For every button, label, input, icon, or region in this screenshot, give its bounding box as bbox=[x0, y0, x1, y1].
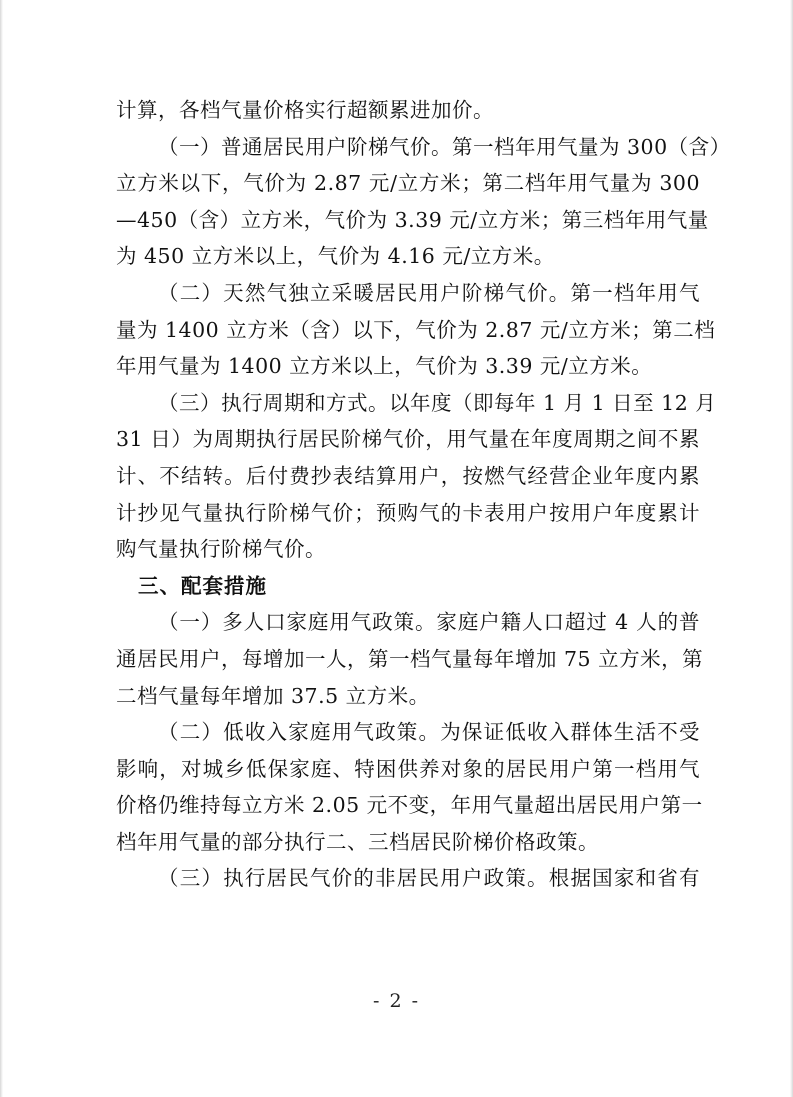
text-line-6: （二）天然气独立采暖居民用户阶梯气价。第一档年用气 bbox=[158, 280, 700, 305]
text-line-11: 计、不结转。后付费抄表结算用户，按燃气经营企业年度内累 bbox=[116, 463, 700, 488]
text-line-10: 31 日）为周期执行居民阶梯气价，用气量在年度周期之间不累 bbox=[116, 427, 700, 452]
document-body bbox=[116, 92, 731, 897]
text-line-7: 量为 1400 立方米（含）以下，气价为 2.87 元/立方米；第二档 bbox=[116, 317, 716, 342]
text-line-3: 立方米以下，气价为 2.87 元/立方米；第二档年用气量为 300 bbox=[116, 171, 700, 196]
text-line-19: 影响，对城乡低保家庭、特困供养对象的居民用户第一档用气 bbox=[116, 756, 700, 781]
text-line-20: 价格仍维持每立方米 2.05 元不变，年用气量超出居民用户第一 bbox=[116, 793, 703, 818]
text-line-4: —450（含）立方米，气价为 3.39 元/立方米；第三档年用气量 bbox=[116, 207, 709, 232]
text-line-12: 计抄见气量执行阶梯气价；预购气的卡表用户按用户年度累计 bbox=[116, 500, 700, 525]
text-line-17: 二档气量每年增加 37.5 立方米。 bbox=[116, 683, 430, 708]
text-line-9: （三）执行周期和方式。以年度（即每年 1 月 1 日至 12 月 bbox=[158, 390, 717, 415]
text-line-2: （一）普通居民用户阶梯气价。第一档年用气量为 300（含） bbox=[158, 134, 731, 159]
text-line-21: 档年用气量的部分执行二、三档居民阶梯价格政策。 bbox=[116, 829, 599, 854]
page-edge-left bbox=[0, 0, 3, 1097]
text-line-13: 购气量执行阶梯气价。 bbox=[116, 537, 326, 562]
section-heading: 三、配套措施 bbox=[138, 573, 267, 598]
text-line-15: （一）多人口家庭用气政策。家庭户籍人口超过 4 人的普 bbox=[158, 610, 700, 635]
text-line-18: （二）低收入家庭用气政策。为保证低收入群体生活不受 bbox=[158, 720, 700, 745]
text-line-16: 通居民用户，每增加一人，第一档气量每年增加 75 立方米，第 bbox=[116, 646, 704, 671]
text-line-1: 计算，各档气量价格实行超额累进加价。 bbox=[116, 98, 494, 122]
text-line-8: 年用气量为 1400 立方米以上，气价为 3.39 元/立方米。 bbox=[116, 354, 653, 379]
page-number: - 2 - bbox=[372, 990, 420, 1012]
text-line-5: 为 450 立方米以上，气价为 4.16 元/立方米。 bbox=[116, 244, 555, 269]
text-line-22: （三）执行居民气价的非居民用户政策。根据国家和省有 bbox=[158, 866, 700, 891]
